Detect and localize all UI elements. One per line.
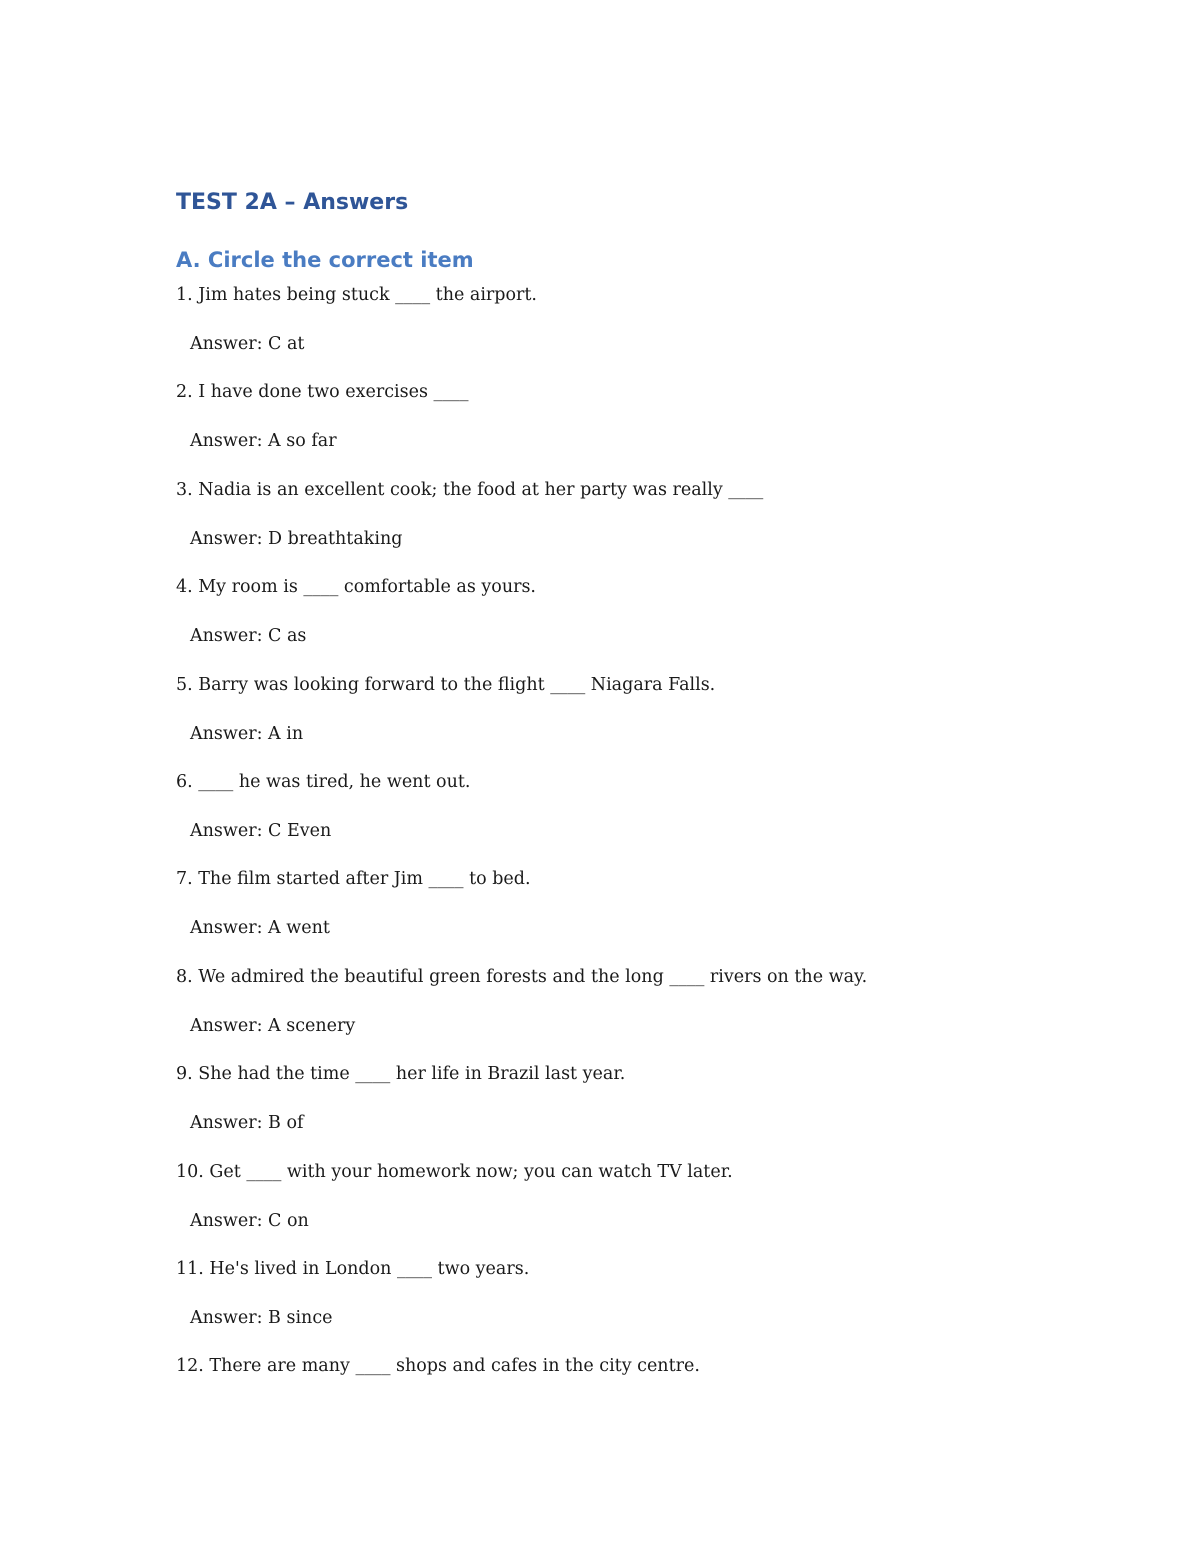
question-text: 12. There are many ____ shops and cafes in the city centre. [176,1356,700,1377]
answer-text: Answer: C as [190,626,307,647]
list-item [176,672,1156,769]
answer-text: Answer: A scenery [190,1015,356,1036]
list-item [176,769,1156,866]
question-list [176,282,1156,1451]
list-item [176,379,1156,476]
answer-text: Answer: A went [190,918,330,939]
list-item [176,1353,1156,1450]
question-text: 7. The film started after Jim ____ to bed. [176,869,531,890]
list-item [176,1061,1156,1158]
question-text: 10. Get ____ with your homework now; you can watch TV later. [176,1161,733,1182]
answer-text: Answer: A so far [190,431,337,452]
answer-text: Answer: C Even [190,820,332,841]
list-item [176,477,1156,574]
answer-text: Answer: B since [190,1307,333,1328]
answer-text: Answer: B of [190,1113,304,1134]
question-text: 5. Barry was looking forward to the flight ____ Niagara Falls. [176,674,716,695]
question-text: 8. We admired the beautiful green forests and the long ____ rivers on the way. [176,966,868,987]
question-text: 3. Nadia is an excellent cook; the food at her party was really ____ [176,479,764,500]
question-text: 1. Jim hates being stuck ____ the airport. [176,285,537,305]
question-text: 2. I have done two exercises ____ [176,382,469,403]
section-heading: A. Circle the correct item [176,248,474,272]
answer-text: Answer: A in [190,723,304,744]
question-text: 6. ____ he was tired, he went out. [176,771,471,792]
answer-text: Answer: D breathtaking [190,528,403,549]
page-title: TEST 2A – Answers [176,190,409,215]
question-text: 4. My room is ____ comfortable as yours. [176,577,536,598]
list-item [176,1256,1156,1353]
list-item [176,866,1156,963]
question-text: 9. She had the time ____ her life in Brazil last year. [176,1064,626,1085]
question-text: 11. He's lived in London ____ two years. [176,1258,530,1279]
list-item [176,964,1156,1061]
answer-text: Answer: C on [190,1210,309,1231]
answer-text: Answer: C at [190,334,305,354]
list-item [176,574,1156,671]
list-item [176,282,1156,379]
list-item [176,1159,1156,1256]
